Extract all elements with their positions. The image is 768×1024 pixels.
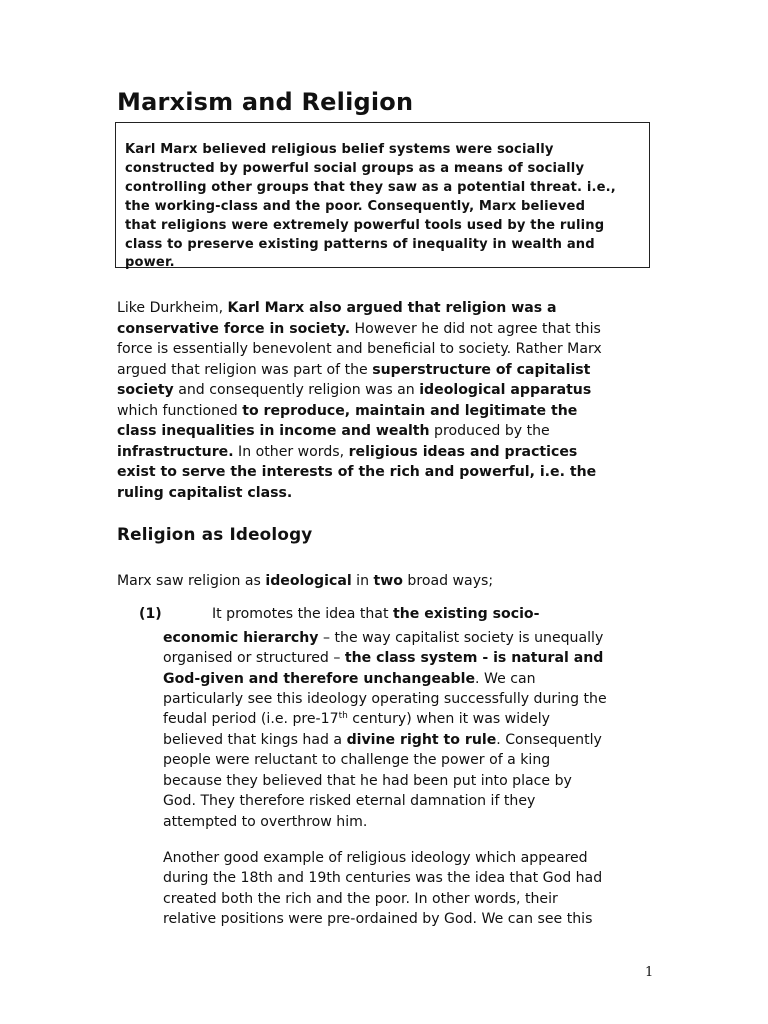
item-line: particularly see this ideology operating successfully during the [163, 691, 607, 707]
item-line: because they believed that he had been put into place by [163, 773, 572, 789]
item-line: God. They therefore risked eternal damnation if they [163, 793, 536, 809]
page-title: Marxism and Religion [117, 88, 414, 116]
summary-line: class to preserve existing patterns of inequality in wealth and [125, 237, 595, 252]
section-heading: Religion as Ideology [117, 524, 313, 544]
paragraph-line: created both the rich and the poor. In other words, their [163, 891, 558, 907]
intro-line: society and consequently religion was an ideological apparatus [117, 382, 592, 398]
summary-line: constructed by powerful social groups as a means of socially [125, 161, 585, 176]
item-line: organised or structured – the class system - is natural and [163, 650, 604, 666]
summary-line: that religions were extremely powerful tools used by the ruling [125, 218, 605, 233]
intro-line: force is essentially benevolent and beneficial to society. Rather Marx [117, 341, 602, 357]
intro-line: ruling capitalist class. [117, 485, 293, 501]
intro-line: conservative force in society. However he did not agree that this [117, 321, 601, 337]
paragraph-line: relative positions were pre-ordained by God. We can see this [163, 911, 593, 927]
item-line: God-given and therefore unchangeable. We can [163, 671, 536, 687]
item-line: It promotes the idea that the existing socio- [212, 606, 540, 622]
summary-line: controlling other groups that they saw as a potential threat. i.e., [125, 180, 616, 195]
summary-line: Karl Marx believed religious belief systems were socially [125, 142, 554, 157]
list-marker: (1) [139, 606, 162, 622]
paragraph-line: during the 18th and 19th centuries was the idea that God had [163, 870, 603, 886]
summary-line: the working-class and the poor. Consequently, Marx believed [125, 199, 586, 214]
item-line: attempted to overthrow him. [163, 814, 368, 830]
ways-sentence: Marx saw religion as ideological in two broad ways; [117, 573, 494, 589]
intro-line: Like Durkheim, Karl Marx also argued that religion was a [117, 300, 557, 316]
item-line: people were reluctant to challenge the power of a king [163, 752, 551, 768]
summary-box [115, 122, 650, 268]
intro-line: class inequalities in income and wealth produced by the [117, 423, 550, 439]
page-number: 1 [645, 965, 654, 980]
summary-line: power. [125, 255, 175, 270]
item-line: believed that kings had a divine right to rule. Consequently [163, 732, 602, 748]
item-line: feudal period (i.e. pre-17th century) when it was widely [163, 711, 550, 727]
intro-line: argued that religion was part of the superstructure of capitalist [117, 362, 591, 378]
intro-line: exist to serve the interests of the rich and powerful, i.e. the [117, 464, 597, 480]
intro-line: which functioned to reproduce, maintain and legitimate the [117, 403, 578, 419]
item-line: economic hierarchy – the way capitalist society is unequally [163, 630, 604, 646]
paragraph-line: Another good example of religious ideology which appeared [163, 850, 588, 866]
intro-line: infrastructure. In other words, religious ideas and practices [117, 444, 578, 460]
